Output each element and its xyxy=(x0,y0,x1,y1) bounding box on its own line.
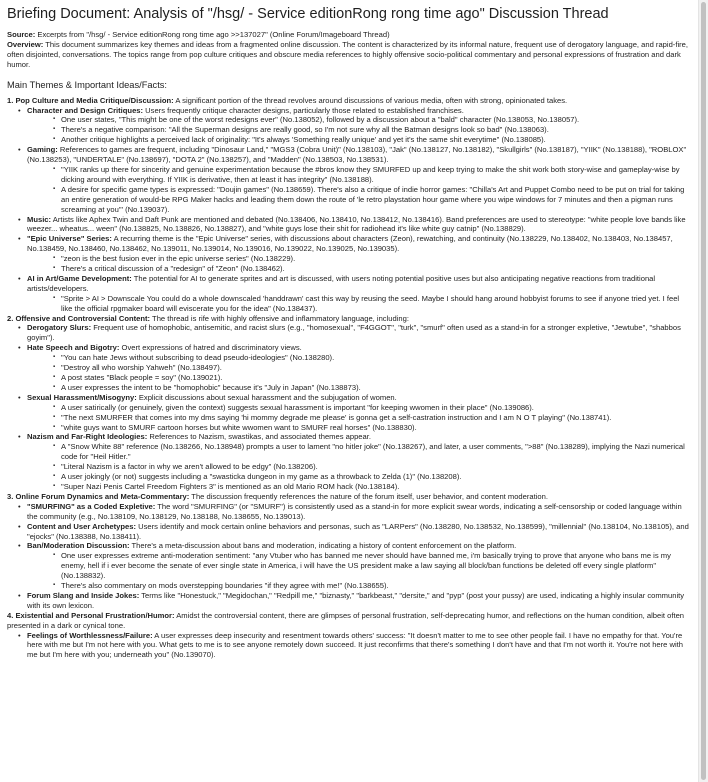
quote-item: ▪ A desire for specific game types is expressed: "Doujin games" (No.138659). There's also a critique of indie horror games: "Chilla's Art and Puppet Combo need to be put on trial for taking an entire generation of would-be RPG Maker hacks and leading them down the route of 'le retro playstation hour game where you wipe windows for 7 minutes and then a pigman runs screaming at you'" (No.139037). xyxy=(53,185,690,215)
section xyxy=(7,492,690,611)
section-title-line xyxy=(7,611,690,631)
theme-label: Hate Speech and Bigotry: xyxy=(27,343,120,353)
theme-list xyxy=(7,631,690,661)
theme-item xyxy=(18,343,690,393)
overview-text: This document summarizes key themes and ideas from a fragmented online discussion. The content is characterized by its informal nature, frequent use of derogatory language, and rapid-fire, often disjointed, conversations. The topics range from pop culture critiques and obscure media references to highly offensive socio-political commentary and personal expressions of frustration and dark humor. xyxy=(7,39,688,69)
theme-label: Ban/Moderation Discussion: xyxy=(27,541,130,551)
section-title-text: Offensive and Controversial Content: xyxy=(15,313,151,323)
section-title-line xyxy=(7,96,690,106)
theme-item xyxy=(18,591,690,611)
quote-item: ▪ "Destroy all who worship Yahweh" (No.138497). xyxy=(53,363,690,373)
theme-text: Explicit discussions about sexual harassment and the subjugation of women. xyxy=(136,392,397,402)
quote-item: ▪ "YIIK ranks up there for sincerity and genuine experimentation because the #bros know they SMURFED up and keep trying to make the shit work both story-wise and gameplay-wise by dicking around with everything. If YIIK is derivative, then at least it has integrity" (No.138188). xyxy=(53,165,690,185)
quote-item: ▪ A user jokingly (or not) suggests including a "swasticka dungeon in my game as a throwback to Zelda (1)" (No.138208). xyxy=(53,472,690,482)
quote-list xyxy=(27,254,690,274)
section-number: 3. xyxy=(7,491,14,501)
theme-label: Feelings of Worthlessness/Failure: xyxy=(27,630,153,640)
vertical-scrollbar[interactable] xyxy=(698,0,708,782)
section-title xyxy=(7,492,189,501)
theme-item xyxy=(18,323,690,343)
theme-text: Terms like "Honestuck," "Megidochan," "Redpill me," "biznasty," "barkbeast," "dersite," and "pyp" (post your pussy) are used, indicating a highly insular community with its own lexicon. xyxy=(27,590,685,610)
theme-list xyxy=(7,323,690,491)
main-themes-heading: Main Themes & Important Ideas/Facts: xyxy=(7,79,168,90)
quote-item: ▪ "The next SMURFER that comes into my dms saying 'hi mommy degrade me please' is gonna get a self-castration instruction and I am N O T playing" (No.138741). xyxy=(53,413,690,423)
section-title-line xyxy=(7,492,690,502)
theme-label: Nazism and Far-Right Ideologies: xyxy=(27,432,148,442)
section-intro: The thread is rife with highly offensive and inflammatory language, including: xyxy=(150,313,409,323)
theme-item xyxy=(18,502,690,522)
theme-text: References to games are frequent, including "Dinosaur Land," "MGS3 (Cobra Unit)" (No.138103), "Jak" (No.138127, No.138182), "Skullgirls" (No.138187), "YIIK" (No.138188), "ROBLOX" (No.138253), "UNDERTALE" (No.138697), "DOTA 2" (No.138257), and "Madden" (No.138503, No.138531). xyxy=(27,145,687,165)
document-title: Briefing Document: Analysis of "/hsg/ - Service editionRong rong time ago" Discussion Thread xyxy=(7,6,609,22)
theme-label: Content and User Archetypes: xyxy=(27,521,137,531)
theme-text: Users frequently critique character designs, particularly those related to established franchises. xyxy=(143,105,464,115)
theme-text: Artists like Aphex Twin and Daft Punk are mentioned and debated (No.138406, No.138410, No.138412, No.138416). Band preferences are used to stereotype: "white people love bands like weezer... wheatus... ween" (No.138825, No.138826, No.138827), and "white guys lose their shit for radiohead it's like white guy catnip" (No.138829). xyxy=(27,214,686,234)
theme-text: Overt expressions of hatred and discriminatory views. xyxy=(119,343,302,353)
theme-item xyxy=(18,522,690,542)
section-number: 1. xyxy=(7,95,14,105)
source-text: Excerpts from "/hsg/ - Service editionRong rong time ago >>137027" (Online Forum/Imageboard Thread) xyxy=(35,30,390,39)
theme-text: The potential for AI to generate sprites and art is discussed, with users noting potential positive uses but also anticipating negative reactions from traditional artists/developers. xyxy=(27,273,656,293)
quote-item: ▪ A "Snow White 88" reference (No.138266, No.138948) prompts a user to lament "no hitler joke" (No.138267), and later, a user comments, ">88" (No.138289), implying the Nazi numerical code for "Heil Hitler." xyxy=(53,442,690,462)
overview-paragraph xyxy=(7,40,690,70)
theme-text: References to Nazism, swastikas, and associated themes appear. xyxy=(147,432,371,442)
theme-list xyxy=(7,106,690,314)
theme-text: The word "SMURFING" (or "SMURF") is consistently used as a stand-in for more explicit swear words, indicating a self-censorship or coded language within the community (e.g., No.138109, No.138129, No.138188, No.138655, No.139013). xyxy=(27,501,682,521)
quote-item: ▪ A post states "Black people = soy" (No.139021). xyxy=(53,373,690,383)
section-title xyxy=(7,611,175,620)
quote-item: ▪ There's a negative comparison: "All the Superman designs are really good, so I'm not sure why all the Batman designs look so bad" (No.138063). xyxy=(53,125,690,135)
quote-item: ▪ "Sprite > AI > Downscale You could do a whole downscaled 'handdrawn' cast this way by reusing the seed. Maybe I should hang around hobbyist forums to see if anyone tried yet. I feel like the official rpgmaker board will eviscerate you for the idea" (No.138437). xyxy=(53,294,690,314)
section xyxy=(7,96,690,314)
section-intro: A significant portion of the thread revolves around discussions of various media, often with strong, opinionated takes. xyxy=(173,95,568,105)
theme-item xyxy=(18,541,690,591)
source-line xyxy=(7,30,690,40)
theme-item xyxy=(18,432,690,491)
quote-item: ▪ "white guys want to SMURF cartoon horses but white wwomen want to SMURF real horses" (No.138830). xyxy=(53,423,690,433)
theme-label: "SMURFING" as a Coded Expletive: xyxy=(27,501,156,511)
sections-list xyxy=(7,96,690,661)
quote-item: ▪ "Literal Nazism is a factor in why we aren't allowed to be edgy" (No.138206). xyxy=(53,462,690,472)
theme-label: "Epic Universe" Series: xyxy=(27,234,112,244)
theme-item xyxy=(18,106,690,146)
theme-item xyxy=(18,145,690,214)
theme-item xyxy=(18,631,690,661)
theme-label: AI in Art/Game Development: xyxy=(27,273,132,283)
quote-item: ▪ "zeon is the best fusion ever in the epic universe series" (No.138229). xyxy=(53,254,690,264)
quote-item: ▪ Another critique highlights a perceived lack of originality: "It's always 'Something really unique' and yet it's the same shit everytime" (No.138085). xyxy=(53,135,690,145)
theme-label: Forum Slang and Inside Jokes: xyxy=(27,590,140,600)
section-intro: Amidst the controversial content, there are glimpses of personal frustration, self-deprecating humor, and reflections on the human condition, albeit often presented in a dark or cynical tone. xyxy=(7,610,685,630)
quote-item: ▪ One user expresses extreme anti-moderation sentiment: "any Vtuber who has banned me never should have banned me, i'm basically trying to prove that anyone who bans me is my enemy, hell if i ever become the senate of ever single state in America, i will have the US president make a law saying all block/ban functions be deleted off every single platform" (No.138832). xyxy=(53,551,690,581)
section-title-text: Pop Culture and Media Critique/Discussion: xyxy=(15,95,174,105)
theme-text: There's a meta-discussion about bans and moderation, indicating a history of content enforcement on the platform. xyxy=(129,541,517,551)
section-title-text: Existential and Personal Frustration/Humor: xyxy=(15,610,175,620)
theme-item xyxy=(18,234,690,274)
quote-list xyxy=(27,353,690,393)
theme-list xyxy=(7,502,690,611)
theme-text: A recurring theme is the "Epic Universe" series, with discussions about characters (Zeon), rewatching, and continuity (No.138229, No.138402, No.138403, No.138457, No.138459, No.138460, No.138462, No.139011, No.139014, No.139016, No.139022, No.139025, No.139035). xyxy=(27,234,673,254)
quote-list xyxy=(27,165,690,215)
quote-item: ▪ "You can hate Jews without subscribing to dead pseudo-ideologies" (No.138280). xyxy=(53,353,690,363)
theme-text: A user expresses deep insecurity and resentment towards others' success: "It doesn't matter to me to see other people fail. I have no empathy for that. You're here with me but I'm not here with you. What gets to me is to see anyone remotely down succeed. It just reconfirms that there's something I don't have and that I'm not worth it. You're not here with me but I'm here with you; underneath you" (No.139070). xyxy=(27,630,684,660)
theme-label: Gaming: xyxy=(27,145,58,155)
theme-item xyxy=(18,215,690,235)
theme-label: Sexual Harassment/Misogyny: xyxy=(27,392,137,402)
quote-list xyxy=(27,551,690,591)
section-number: 2. xyxy=(7,313,14,323)
section-title-line xyxy=(7,314,690,324)
theme-label: Character and Design Critiques: xyxy=(27,105,144,115)
section-title xyxy=(7,96,174,105)
quote-list xyxy=(27,403,690,433)
section-title-text: Online Forum Dynamics and Meta-Commentary: xyxy=(15,491,190,501)
section xyxy=(7,314,690,492)
quote-list xyxy=(27,294,690,314)
section-intro: The discussion frequently references the nature of the forum itself, user behavior, and content moderation. xyxy=(189,491,548,501)
quote-item: ▪ A user expresses the intent to be "homophobic" because it's "July in Japan" (No.138873). xyxy=(53,383,690,393)
theme-text: Frequent use of homophobic, antisemitic, and racist slurs (e.g., "homosexual", "F4GGOT", "turk", "smurf" often used as a stand-in for a stronger expletive, "Jewtube", "shabbos goyim"). xyxy=(27,323,681,343)
theme-item xyxy=(18,274,690,314)
theme-text: Users identify and mock certain online behaviors and personas, such as "LARPers" (No.138280, No.138532, No.138599), "millennial" (No.138104, No.138105), and "ejocks" (No.138388, No.138411). xyxy=(27,521,689,541)
overview-label: Overview: xyxy=(7,39,44,49)
theme-label: Derogatory Slurs: xyxy=(27,323,92,333)
source-label: Source: xyxy=(7,30,36,39)
quote-item: ▪ One user states, "This might be one of the worst redesigns ever" (No.138052), followed by a discussion about a "bald" character (No.138053, No.138057). xyxy=(53,115,690,125)
quote-item: ▪ There's also commentary on mods overstepping boundaries "if they agree with me!" (No.138655). xyxy=(53,581,690,591)
section-title xyxy=(7,314,150,323)
section xyxy=(7,611,690,661)
theme-label: Music: xyxy=(27,214,52,224)
theme-item xyxy=(18,393,690,433)
scrollbar-thumb[interactable] xyxy=(701,2,706,780)
quote-item: ▪ There's a critical discussion of a "redesign" of "Zeon" (No.138462). xyxy=(53,264,690,274)
quote-item: ▪ "Super Nazi Penis Cartel Freedom Fighters 3" is mentioned as an old Mario ROM hack (No.138184). xyxy=(53,482,690,492)
quote-list xyxy=(27,442,690,492)
section-number: 4. xyxy=(7,610,14,620)
quote-list xyxy=(27,115,690,145)
quote-item: ▪ A user satirically (or genuinely, given the context) suggests sexual harassment is important "for keeping wwomen in their place" (No.139086). xyxy=(53,403,690,413)
